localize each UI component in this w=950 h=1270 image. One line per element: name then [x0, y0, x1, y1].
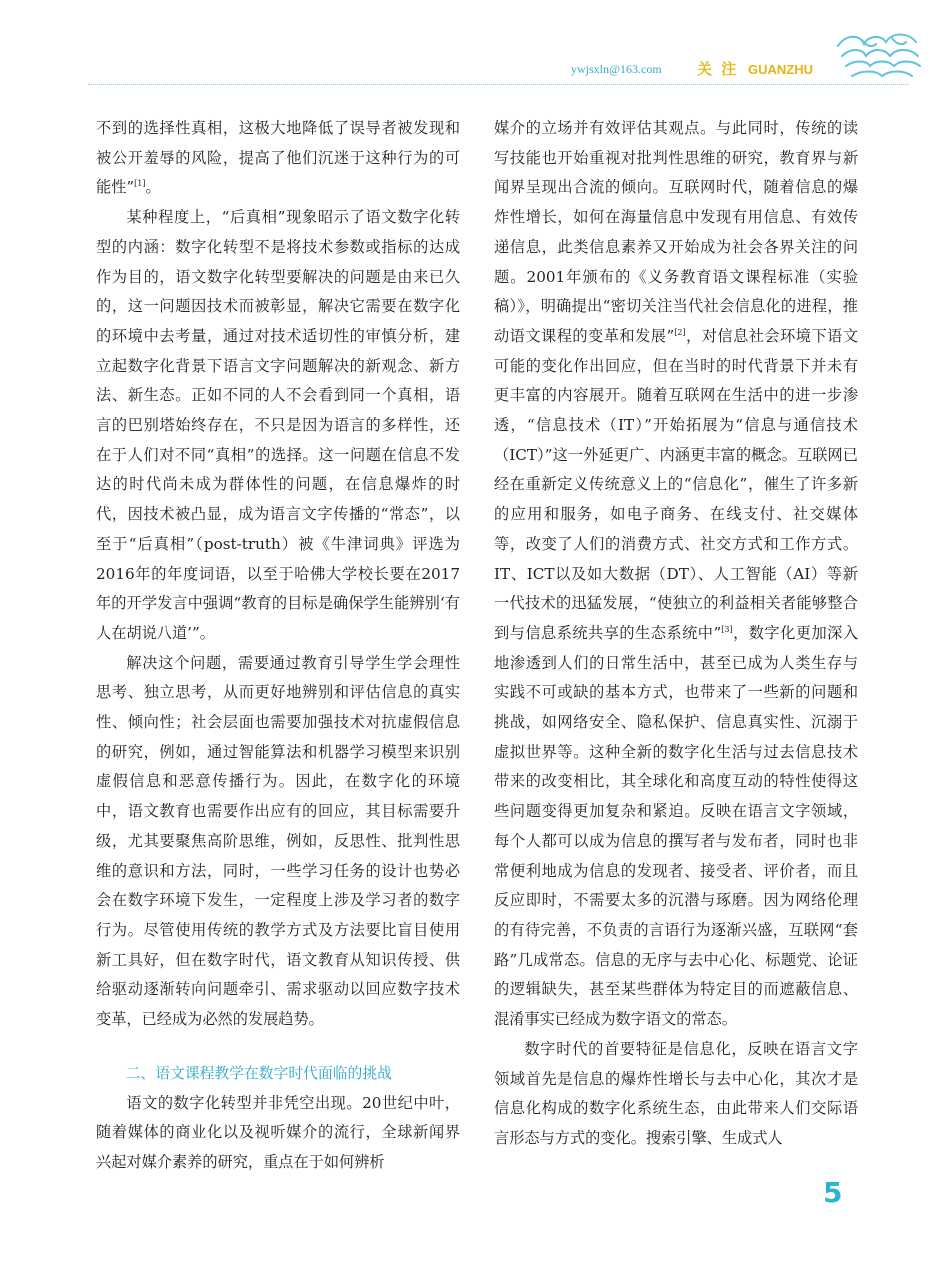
paragraph: 数字时代的首要特征是信息化，反映在语言文字领域首先是信息的爆炸性增长与去中心化，其次才是信息化构成的数字化系统生态，由此带来人们交际语言形态与方式的变化。搜索引擎、生成式人	[494, 1039, 858, 1147]
paragraph-text: 不到的选择性真相，这极大地降低了误导者被发现和被公开羞辱的风险，提高了他们沉迷于这种行为的可能性”	[96, 119, 460, 197]
citation-3: [3]	[721, 624, 733, 634]
paragraph-text: 媒介的立场并有效评估其观点。与此同时，传统的读写技能也开始重视对批判性思维的研究，教育界与新闻界呈现出合流的倾向。互联网时代，随着信息的爆炸性增长，如何在海量信息中发现有用信息、有效传递信息，此类信息素养又开始成为社会各界关注的问题。2001年颁布的《义务教育语文课程标准（实验稿）》，明确提出“密切关注当代社会信息化的进程，推动语文课程的变革和发展”	[494, 119, 858, 345]
paragraph-text: ，对信息社会环境下语文可能的变化作出回应，但在当时的时代背景下并未有更丰富的内容展开。随着互联网在生活中的进一步渗透，“信息技术（IT）”开始拓展为“信息与通信技术（ICT）”这一外延更广、内涵更丰富的概念。互联网已经在重新定义传统意义上的“信息化”，催生了许多新的应用和服务，如电子商务、在线支付、社交媒体等，改变了人们的消费方式、社交方式和工作方式。IT、ICT以及如大数据（DT）、人工智能（AI）等新一代技术的迅猛发展，“使独立的利益相关者能够整合到与信息系统共享的生态系统中”	[494, 326, 859, 642]
right-column	[494, 114, 858, 1154]
section-heading: 二、语文课程教学在数字时代面临的挑战	[125, 1064, 392, 1082]
citation-1: [1]	[134, 179, 146, 189]
paragraph: 解决这个问题，需要通过教育引导学生学会理性思考、独立思考，从而更好地辨别和评估信息的真实性、倾向性；社会层面也需要加强技术对抗虚假信息的研究，例如，通过智能算法和机器学习模型来识别虚假信息和恶意传播行为。因此，在数字化的环境中，语文教育也需要作出应有的回应，其目标需要升级，尤其要聚焦高阶思维，例如，反思性、批判性思维的意识和方法，同时，一些学习任务的设计也势必会在数字环境下发生，一定程度上涉及学习者的数字行为。尽管使用传统的教学方式及方法要比盲目使用新工具好，但在数字时代，语文教育从知识传授、供给驱动逐渐转向问题牵引、需求驱动以回应数字技术变革，已经成为必然的发展趋势。	[96, 653, 460, 1029]
left-column	[96, 114, 460, 1178]
citation-2: [2]	[674, 327, 686, 337]
section-title-en: GUANZHU	[748, 62, 813, 77]
paragraph-text-end: 。	[145, 178, 161, 197]
paragraph: 语文的数字化转型并非凭空出现。20世纪中叶，随着媒体的商业化以及视听媒介的流行，全球新闻界兴起对媒介素养的研究，重点在于如何辨析	[96, 1093, 460, 1171]
paragraph-continuation	[96, 114, 460, 203]
paragraph-text: ，数字化更加深入地渗透到人们的日常生活中，甚至已成为人类生存与实践不可或缺的基本方式，也带来了一些新的问题和挑战，如网络安全、隐私保护、信息真实性、沉溺于虚拟世界等。这种全新的数字化生活与过去信息技术带来的改变相比，其全球化和高度互动的特性使得这些问题变得更加复杂和紧迫。反映在语言文字领域，每个人都可以成为信息的撰写者与发布者，同时也非常便利地成为信息的发现者、接受者、评价者，而且反应即时，不需要太多的沉潜与琢磨。因为网络伦理的有待完善，不负责的言语行为逐渐兴盛，互联网“套路”几成常态。信息的无序与去中心化、标题党、论证的逻辑缺失，甚至某些群体为特定目的而遮蔽信息、混淆事实已经成为数字语文的常态。	[494, 623, 859, 1029]
page-number: 5	[823, 1176, 843, 1209]
header-rule	[88, 84, 908, 85]
paragraph-continuation	[494, 114, 858, 1035]
journal-email: ywjsxln@163.com	[571, 62, 662, 76]
section-title-cn: 关 注	[697, 60, 739, 78]
wave-decoration-icon	[832, 26, 924, 86]
paragraph: 某种程度上，“后真相”现象昭示了语文数字化转型的内涵：数字化转型不是将技术参数或指标的达成作为目的，语文数字化转型要解决的问题是由来已久的，这一问题因技术而被彰显，解决它需要在数字化的环境中去考量，通过对技术适切性的审慎分析，建立起数字化背景下语言文字问题解决的新观念、新方法、新生态。正如不同的人不会看到同一个真相，语言的巴别塔始终存在，不只是因为语言的多样性，还在于人们对不同“真相”的选择。这一问题在信息不发达的时代尚未成为群体性的问题，在信息爆炸的时代，因技术被凸显，成为语言文字传播的“常态”，以至于“后真相”（post-truth）被《牛津词典》评选为2016年的年度词语，以至于哈佛大学校长要在2017年的开学发言中强调“教育的目标是确保学生能辨别‘有人在胡说八道’”。	[96, 208, 460, 642]
